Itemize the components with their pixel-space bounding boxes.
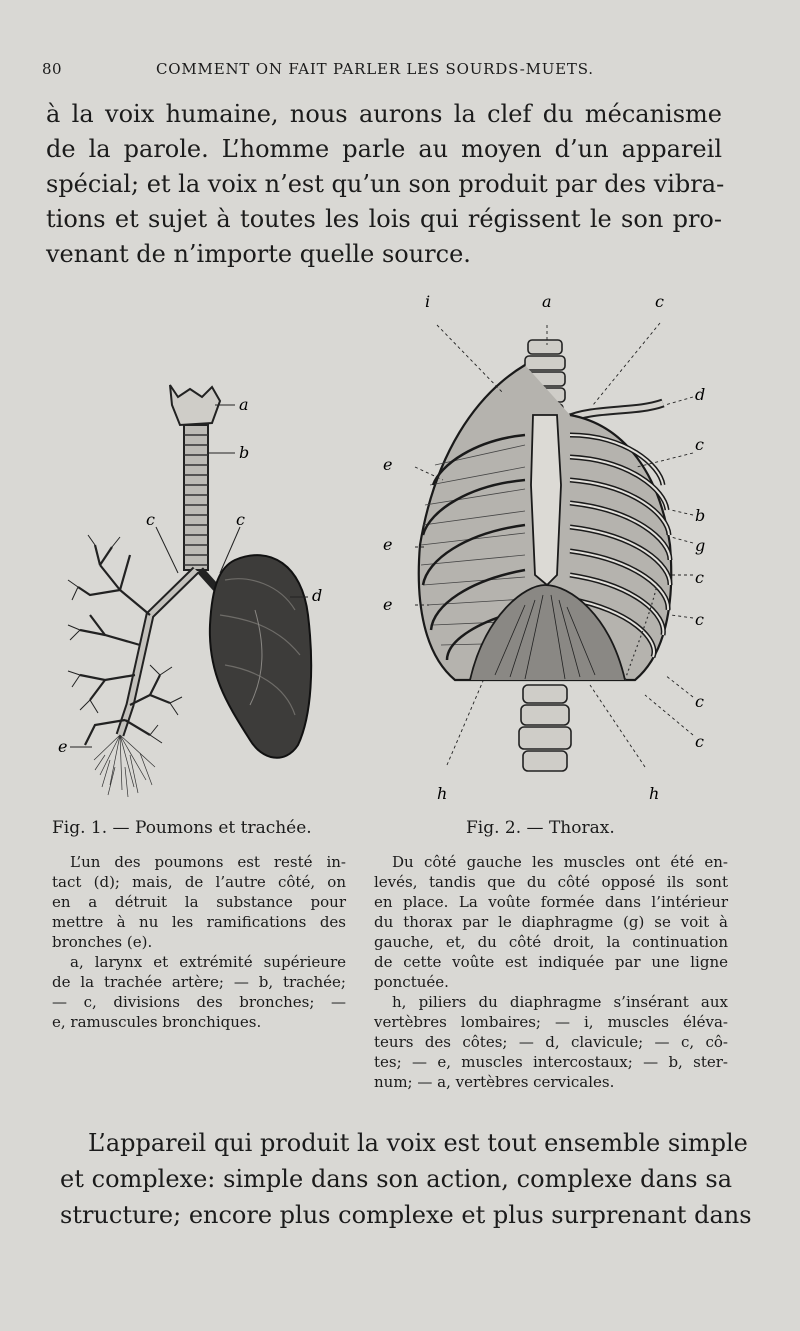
fig2-label-c: c (695, 568, 704, 587)
fig2-label-i: i (425, 292, 431, 311)
bottom-paragraph (60, 1125, 752, 1233)
fig2-label-a: a (542, 292, 552, 311)
running-title: COMMENT ON FAIT PARLER LES SOURDS-MUETS. (156, 60, 594, 78)
caption-line: L’un des poumons est resté in- (70, 853, 346, 871)
fig2-label-e: e (383, 455, 393, 474)
fig1-label-c-right: c (236, 510, 245, 529)
lungs-trachea-illustration (50, 375, 340, 805)
thorax-illustration (375, 285, 715, 810)
caption-line: a, larynx et extrémité supérieure (70, 953, 346, 971)
fig1-label-e: e (58, 737, 68, 756)
fig2-label-b: b (695, 506, 706, 525)
caption-line: vertèbres lombaires; — i, muscles éléva- (374, 1013, 728, 1031)
caption-line: tact (d); mais, de l’autre côté, on (52, 873, 346, 891)
page-number: 80 (42, 60, 63, 78)
fig2-label-c: c (695, 732, 704, 751)
text-line: tions et sujet à toutes les lois qui régissent le son pro- (46, 205, 722, 233)
text-line: spécial; et la voix n’est qu’un son produit par des vibra- (46, 170, 725, 198)
text-line: structure; encore plus complexe et plus surprenant dans (60, 1201, 752, 1229)
caption-line: tes; — e, muscles intercostaux; — b, ster- (374, 1053, 728, 1071)
caption-line: gauche, et, du côté droit, la continuation (374, 933, 728, 951)
caption-line: — c, divisions des bronches; — (52, 993, 346, 1011)
fig2-label-e: e (383, 595, 393, 614)
fig2-label-h-left: h (437, 784, 448, 803)
caption-line: en place. La voûte formée dans l’intérieur (374, 893, 728, 911)
caption-line: de cette voûte est indiquée par une ligne (374, 953, 728, 971)
text-line: et complexe: simple dans son action, complexe dans sa (60, 1165, 732, 1193)
caption-line: de la trachée artère; — b, trachée; (52, 973, 346, 991)
fig1-label-c-left: c (146, 510, 155, 529)
caption-line: num; — a, vertèbres cervicales. (374, 1073, 615, 1091)
caption-line: bronches (e). (52, 933, 153, 951)
fig1-label-b: b (239, 443, 250, 462)
fig2-label-c: c (695, 692, 704, 711)
figure1-title: Fig. 1. — Poumons et trachée. (52, 818, 312, 838)
fig2-label-d: d (695, 385, 706, 404)
text-line: à la voix humaine, nous aurons la clef du mécanisme (46, 100, 722, 128)
text-line: de la parole. L’homme parle au moyen d’un appareil (46, 135, 722, 163)
figure2-title: Fig. 2. — Thorax. (466, 818, 615, 838)
top-paragraph (46, 97, 725, 272)
caption-line: mettre à nu les ramifications des (52, 913, 346, 931)
figure2-caption (374, 852, 728, 1092)
fig2-label-g: g (695, 536, 706, 555)
fig2-label-c: c (695, 610, 704, 629)
figure1-caption (52, 852, 346, 1032)
caption-line: du thorax par le diaphragme (g) se voit à (374, 913, 728, 931)
caption-line: ponctuée. (374, 973, 449, 991)
caption-line: levés, tandis que du côté opposé ils sont (374, 873, 728, 891)
caption-line: h, piliers du diaphragme s’insérant aux (392, 993, 728, 1011)
fig1-label-a: a (239, 395, 249, 414)
caption-line: e, ramuscules bronchiques. (52, 1013, 262, 1031)
caption-line: teurs des côtes; — d, clavicule; — c, cô- (374, 1033, 728, 1051)
caption-line: Du côté gauche les muscles ont été en- (392, 853, 728, 871)
fig2-label-c-top: c (655, 292, 664, 311)
fig2-label-h-right: h (649, 784, 660, 803)
fig2-label-c: c (695, 435, 704, 454)
caption-line: en a détruit la substance pour (52, 893, 346, 911)
text-line: venant de n’importe quelle source. (46, 240, 471, 268)
fig2-label-e: e (383, 535, 393, 554)
text-line: L’appareil qui produit la voix est tout ensemble simple (88, 1129, 748, 1157)
fig1-label-d: d (312, 586, 323, 605)
